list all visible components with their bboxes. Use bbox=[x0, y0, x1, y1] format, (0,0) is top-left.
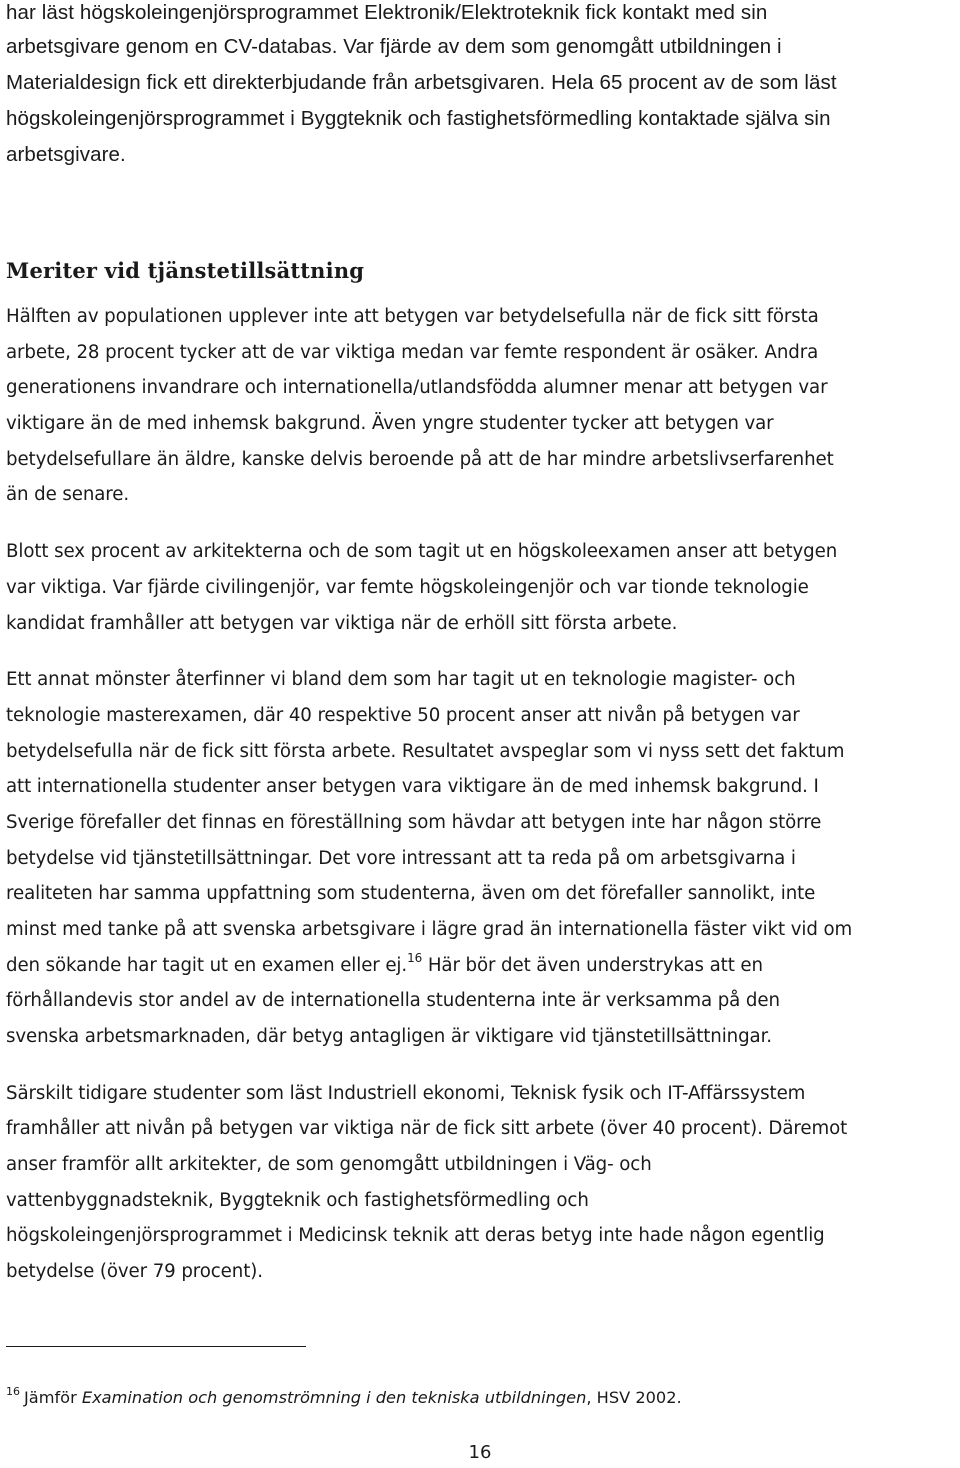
paragraph-line: svenska arbetsmarknaden, där betyg antagligen är viktigare vid tjänstetillsättningar. bbox=[6, 1026, 772, 1047]
page-number: 16 bbox=[468, 1442, 492, 1463]
paragraph-line: realiteten har samma uppfattning som studenterna, även om det förefaller sannolikt, inte bbox=[6, 883, 816, 904]
paragraph-line: teknologie masterexamen, där 40 respektive 50 procent anser att nivån på betygen var bbox=[6, 705, 800, 726]
paragraph-line: betydelsefulla när de fick sitt första arbete. Resultatet avspeglar som vi nyss sett det faktum bbox=[6, 741, 845, 762]
paragraph-line: betydelse vid tjänstetillsättningar. Det vore intressant att ta reda på om arbetsgivarna i bbox=[6, 848, 796, 869]
footnote-reference[interactable]: 16 bbox=[407, 951, 423, 965]
paragraph-line: betydelse (över 79 procent). bbox=[6, 1261, 263, 1282]
intro-line: högskoleingenjörsprogrammet i Byggteknik och fastighetsförmedling kontaktade själva sin bbox=[6, 107, 831, 130]
paragraph-line: Blott sex procent av arkitekterna och de som tagit ut en högskoleexamen anser att betygen bbox=[6, 541, 838, 562]
footnote bbox=[6, 1385, 682, 1407]
paragraph-line: Hälften av populationen upplever inte att betygen var betydelsefulla när de fick sitt första bbox=[6, 306, 819, 327]
paragraph-line: viktigare än de med inhemsk bakgrund. Även yngre studenter tycker att betygen var bbox=[6, 413, 774, 434]
line-text: Här bör det även understrykas att en bbox=[422, 955, 763, 976]
paragraph-line: minst med tanke på att svenska arbetsgivare i lägre grad än internationella fäster vikt vid om bbox=[6, 919, 853, 940]
paragraph-line: än de senare. bbox=[6, 484, 130, 505]
paragraph-line: kandidat framhåller att betygen var viktiga när de erhöll sitt första arbete. bbox=[6, 613, 678, 634]
paragraph-line: var viktiga. Var fjärde civilingenjör, var femte högskoleingenjör och var tionde teknologie bbox=[6, 577, 809, 598]
paragraph-line: att internationella studenter anser betygen vara viktigare än de med inhemsk bakgrund. I bbox=[6, 776, 819, 797]
footnote-suffix: , HSV 2002. bbox=[586, 1388, 682, 1407]
paragraph-line: generationens invandrare och internationella/utlandsfödda alumner menar att betygen var bbox=[6, 377, 828, 398]
intro-line: arbetsgivare genom en CV-databas. Var fjärde av dem som genomgått utbildningen i bbox=[6, 35, 782, 58]
footnote-prefix: Jämför bbox=[24, 1388, 82, 1407]
paragraph-line: högskoleingenjörsprogrammet i Medicinsk teknik att deras betyg inte hade någon egentlig bbox=[6, 1225, 825, 1246]
intro-line: har läst högskoleingenjörsprogrammet Elektronik/Elektroteknik fick kontakt med sin bbox=[6, 1, 768, 24]
intro-line: Materialdesign fick ett direkterbjudande från arbetsgivaren. Hela 65 procent av de som läst bbox=[6, 71, 837, 94]
paragraph-line-with-footnote bbox=[6, 953, 763, 979]
intro-line: arbetsgivare. bbox=[6, 143, 126, 166]
line-text: den sökande har tagit ut en examen eller ej. bbox=[6, 955, 408, 976]
paragraph-line: Ett annat mönster återfinner vi bland dem som har tagit ut en teknologie magister- och bbox=[6, 669, 796, 690]
footnote-marker: 16 bbox=[6, 1385, 20, 1398]
paragraph-line: framhåller att nivån på betygen var viktiga när de fick sitt arbete (över 40 procent). Däremot bbox=[6, 1118, 848, 1139]
paragraph-line: arbete, 28 procent tycker att de var viktiga medan var femte respondent är osäker. Andra bbox=[6, 342, 819, 363]
paragraph-line: Särskilt tidigare studenter som läst Industriell ekonomi, Teknisk fysik och IT-Affärssystem bbox=[6, 1083, 806, 1104]
paragraph-line: vattenbyggnadsteknik, Byggteknik och fastighetsförmedling och bbox=[6, 1190, 589, 1211]
paragraph-line: Sverige förefaller det finnas en föreställning som hävdar att betygen inte har någon större bbox=[6, 812, 822, 833]
section-heading: Meriter vid tjänstetillsättning bbox=[6, 258, 365, 283]
paragraph-line: anser framför allt arkitekter, de som genomgått utbildningen i Väg- och bbox=[6, 1154, 652, 1175]
paragraph-line: förhållandevis stor andel av de internationella studenterna inte är verksamma på den bbox=[6, 990, 780, 1011]
footnote-divider bbox=[6, 1346, 306, 1347]
footnote-title: Examination och genomströmning i den tekniska utbildningen bbox=[81, 1388, 587, 1407]
paragraph-line: betydelsefullare än äldre, kanske delvis beroende på att de har mindre arbetslivserfarenhet bbox=[6, 449, 834, 470]
